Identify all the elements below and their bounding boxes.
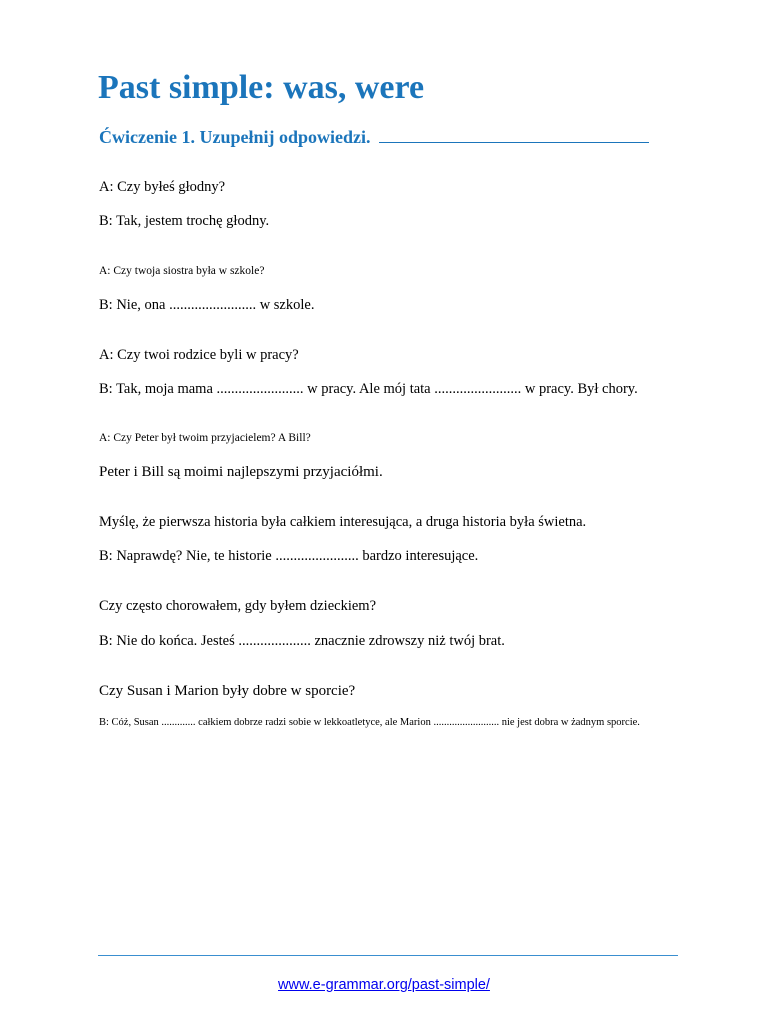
footer-link[interactable]: www.e-grammar.org/past-simple/ [278,977,490,993]
exercise-line: B: Naprawdę? Nie, te historie ....................... bardzo interesujące. [99,548,479,564]
exercise-line: A: Czy twoi rodzice byli w pracy? [99,347,299,363]
exercise-line: A: Czy byłeś głodny? [99,179,226,195]
footer [0,975,768,995]
exercise-line: B: Nie do końca. Jesteś .................... znacznie zdrowszy niż twój brat. [99,633,505,649]
page-title: Past simple: was, were [98,69,425,106]
exercise-line: Peter i Bill są moimi najlepszymi przyjaciółmi. [99,464,383,480]
exercise-heading-text: Ćwiczenie 1. Uzupełnij odpowiedzi. [99,127,371,147]
exercise-line: A: Czy Peter był twoim przyjacielem? A Bill? [99,432,311,444]
exercise-line: B: Nie, ona ........................ w szkole. [99,297,315,313]
exercise-heading [99,124,649,149]
exercise-line: Myślę, że pierwsza historia była całkiem interesująca, a druga historia była świetna. [99,514,587,530]
exercise-line: B: Cóż, Susan ............. całkiem dobrze radzi sobie w lekkoatletyce, ale Marion ......................... nie jest dobra w żadnym sporcie. [99,717,640,728]
heading-underline [379,124,649,143]
exercise-line: B: Tak, jestem trochę głodny. [99,213,270,229]
exercise-line: B: Tak, moja mama ........................ w pracy. Ale mój tata ........................ w pracy. Był chory. [99,381,638,397]
exercise-line: Czy Susan i Marion były dobre w sporcie? [99,683,356,699]
exercise-line: A: Czy twoja siostra była w szkole? [99,265,265,277]
footer-divider [98,955,678,956]
exercise-line: Czy często chorowałem, gdy byłem dzieckiem? [99,598,377,614]
